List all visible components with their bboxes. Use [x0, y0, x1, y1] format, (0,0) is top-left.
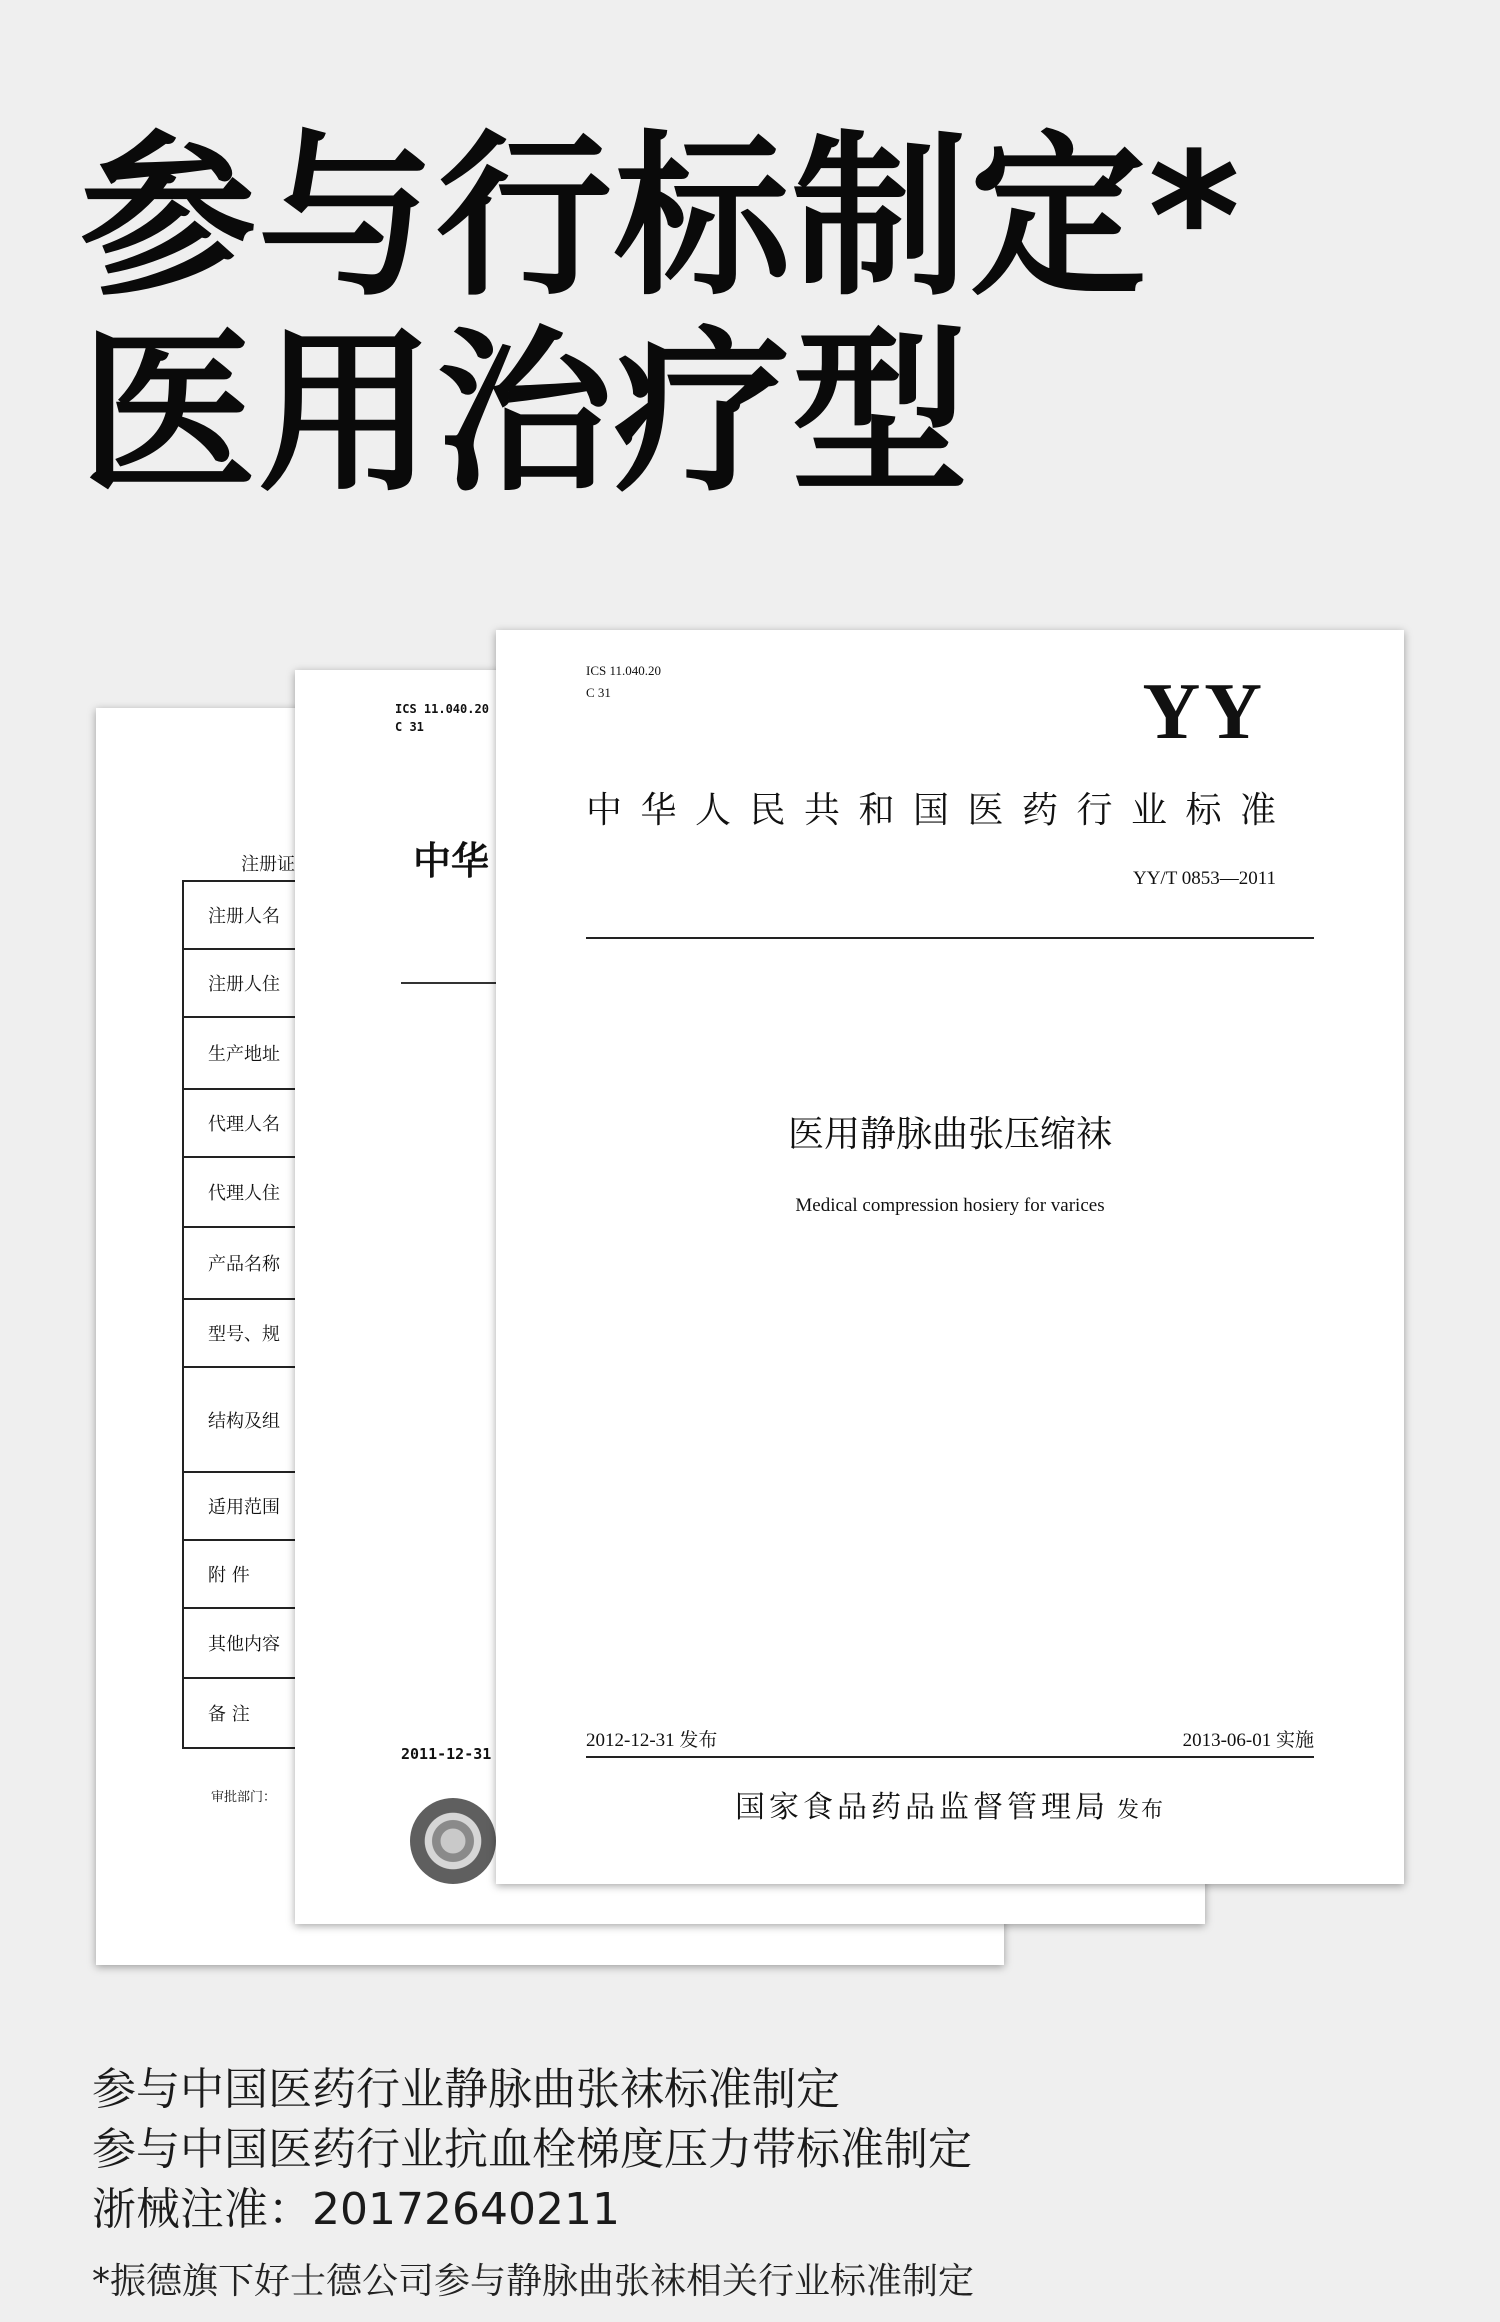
table-row: 产品名称 — [184, 1228, 384, 1300]
approval-department: 审批部门： — [211, 1790, 277, 1805]
document-title-english: Medical compression hosiery for varices — [795, 1195, 1105, 1216]
seal-icon — [410, 1798, 496, 1884]
table-row: 生产地址 — [184, 1018, 384, 1090]
issuer — [496, 1782, 1404, 1826]
standard-number: YY/T 0853—2011 — [1132, 868, 1276, 889]
footnote: *振德旗下好士德公司参与静脉曲张袜相关行业标准制定 — [92, 2261, 975, 2302]
table-row: 注册人住 — [184, 950, 384, 1018]
table-row: 代理人住 — [184, 1158, 384, 1228]
caption-line-3: 浙械注准：20172640211 — [92, 2184, 620, 2235]
headline — [80, 115, 1243, 516]
table-row: 附 件 — [184, 1541, 384, 1609]
implement-date: 2013-06-01 实施 — [1182, 1730, 1314, 1751]
classification: C 31 — [395, 720, 424, 734]
table-row: 注册人名 — [184, 882, 384, 950]
headline-line-2: 医用治疗型 — [80, 311, 971, 516]
issuer-suffix: 发布 — [1116, 1798, 1165, 1823]
ics-code — [395, 700, 489, 736]
table-row: 结构及组 — [184, 1368, 384, 1473]
ics-code — [586, 660, 661, 704]
table-row: 代理人名 — [184, 1090, 384, 1158]
table-row: 备 注 — [184, 1679, 384, 1749]
captions — [92, 2060, 972, 2240]
table-row: 其他内容 — [184, 1609, 384, 1679]
headline-line-1: 参与行标制定* — [80, 115, 1243, 320]
yy-mark: YY — [1142, 668, 1266, 756]
document-title: 医用静脉曲张压缩袜 — [787, 1114, 1112, 1155]
divider — [586, 937, 1314, 939]
standard-sheet-front — [496, 630, 1404, 1884]
divider — [586, 1756, 1314, 1758]
certificate-title: 注册证 — [241, 854, 295, 875]
issuer-name: 国家食品药品监督管理局 — [734, 1790, 1109, 1825]
classification: C 31 — [586, 685, 611, 700]
publish-date: 2011-12-31 — [401, 1745, 492, 1763]
publish-date: 2012-12-31 发布 — [586, 1730, 718, 1751]
caption-line-1: 参与中国医药行业静脉曲张袜标准制定 — [92, 2064, 840, 2115]
table-row: 型号、规 — [184, 1300, 384, 1368]
standard-category: 中华人民共和国医药行业标准 — [586, 790, 1295, 831]
caption-line-2: 参与中国医药行业抗血栓梯度压力带标准制定 — [92, 2124, 972, 2175]
table-row: 适用范围 — [184, 1473, 384, 1541]
ics-number: ICS 11.040.20 — [586, 663, 661, 678]
standard-heading: 中华 — [413, 838, 490, 883]
ics-number: ICS 11.040.20 — [395, 702, 489, 716]
